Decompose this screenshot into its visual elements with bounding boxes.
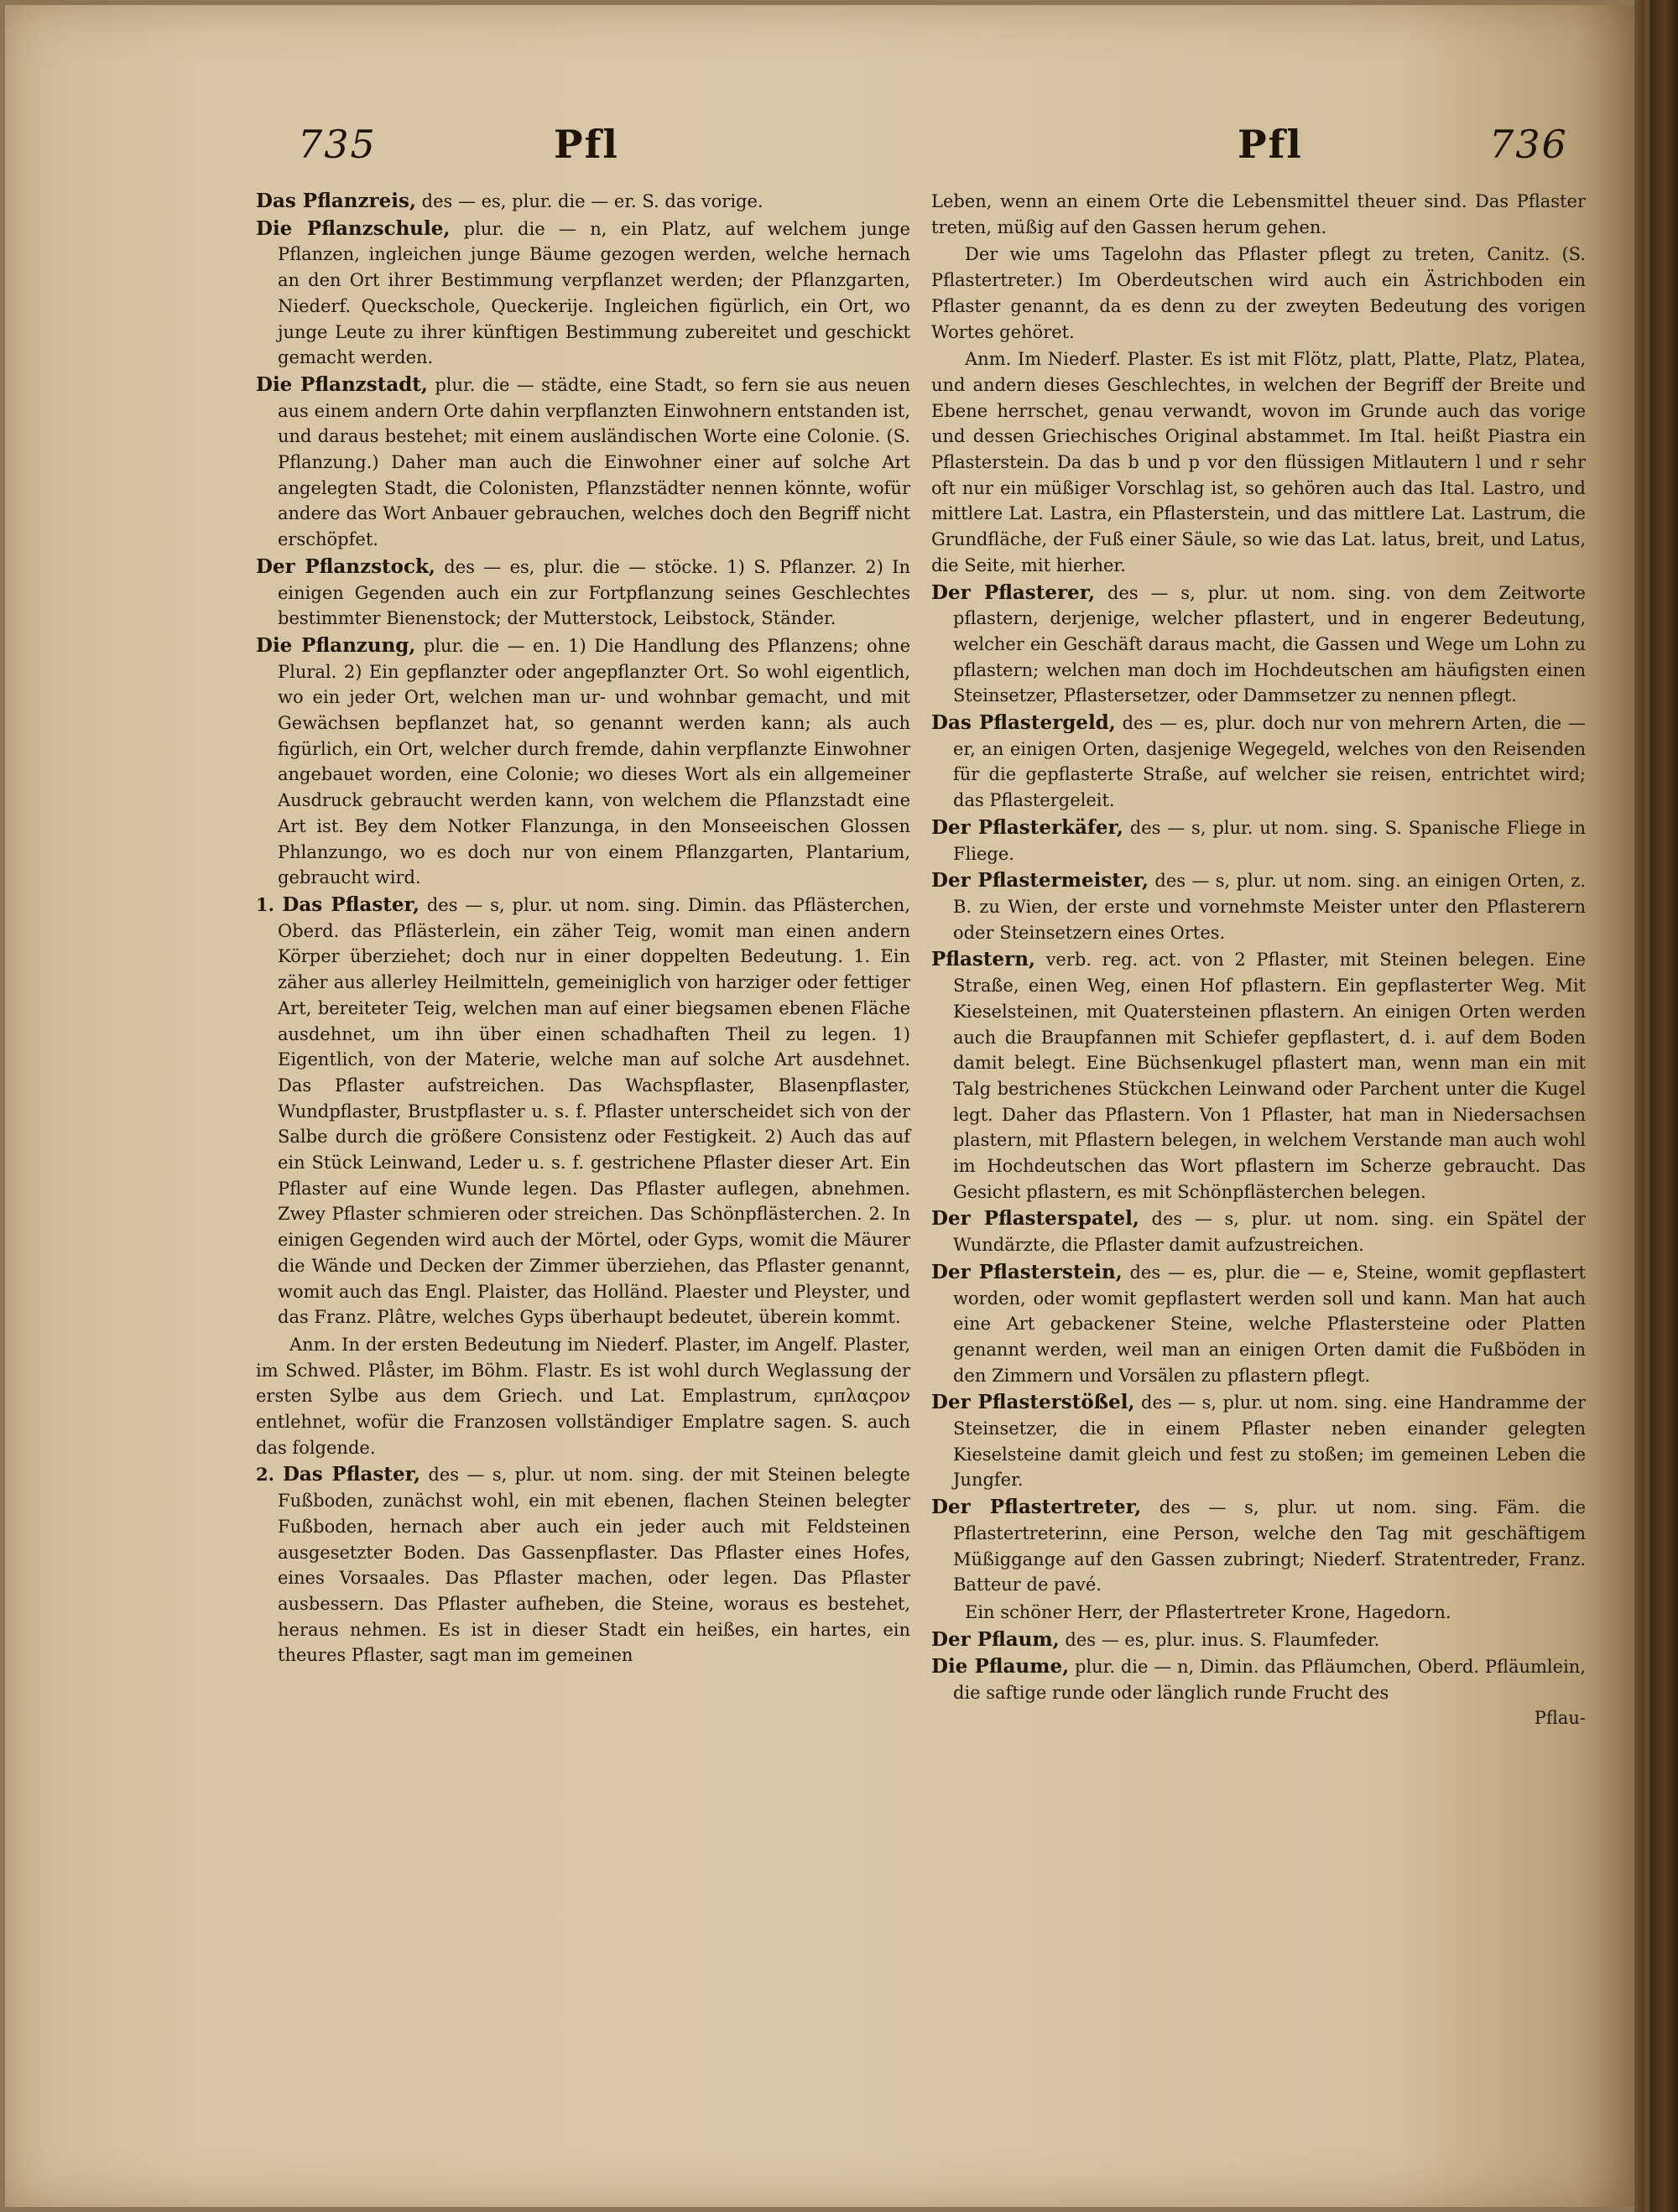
dictionary-entry — [931, 1260, 1586, 1389]
entry-headword: Der Pflaum, — [931, 1627, 1060, 1651]
entry-text: des — es, plur. die — er. S. das vorige. — [415, 191, 763, 211]
dictionary-entry — [256, 216, 910, 371]
dictionary-entry — [931, 1390, 1586, 1493]
entry-text: des — es, plur. die — e, Steine, womit gepflastert worden, oder womit gepflastert werden soll und kann. Man hat auch eine Art gebackener Steine, welche Pflastersteine oder Platten genannt werden, weil man an einigen Orten damit die Fußböden in den Zimmern und Vorsälen zu pflastern pflegt. — [953, 1262, 1586, 1386]
entry-headword: Die Pflanzung, — [256, 633, 416, 657]
entry-number: 2. — [256, 1464, 283, 1486]
right-column — [931, 189, 1586, 1728]
dictionary-entry — [931, 868, 1586, 945]
entry-text: des — s, plur. ut nom. sing. an einigen Orten, z. B. zu Wien, der erste und vornehmste Meister unter den Pflasterern oder Steinsetzern eines Ortes. — [953, 871, 1586, 943]
entry-text: plur. die — n, Dimin. das Pfläumchen, Oberd. Pfläumlein, die saftige runde oder länglich runde Frucht des — [953, 1657, 1586, 1704]
page-header — [0, 122, 1678, 172]
entry-headword: Das Pflanzreis, — [256, 190, 416, 212]
entry-headword: Das Pflastergeld, — [931, 711, 1116, 735]
entry-headword: Der Pflasterer, — [931, 580, 1096, 604]
dictionary-entry — [931, 242, 1586, 345]
dictionary-entry — [931, 1600, 1586, 1626]
dictionary-entry — [256, 372, 910, 553]
entry-headword: Die Pflanzschule, — [256, 216, 451, 240]
catchword: Pflau- — [1534, 1707, 1586, 1728]
dictionary-entry — [931, 1627, 1586, 1653]
entry-headword: Der Pflastertreter, — [931, 1496, 1142, 1519]
entry-headword: Der Pflanzstock, — [256, 554, 435, 578]
right-guide-word: Pfl — [1238, 122, 1303, 167]
entry-text: des — es, plur. die — stöcke. 1) S. Pflanzer. 2) In einigen Gegenden auch ein zur Fortpflanzung seines Geschlechtes bestimmter Bienenstock; der Mutterstock, Leibstock, Ständer. — [278, 556, 910, 629]
entry-text: Leben, wenn an einem Orte die Lebensmittel theuer sind. Das Pflaster treten, müßig auf den Gassen herum gehen. — [931, 191, 1586, 237]
entry-text: verb. reg. act. von 2 Pflaster, mit Steinen belegen. Eine Straße, einen Weg, einen Hof pflastern. Ein gepflasterter Weg. Mit Kieselsteinen, mit Quatersteinen pflastern. An einigen Orten werden auch die Braupfannen mit Schiefer gepflastert, d. i. auf dem Boden damit belegt. Eine Büchsenkugel pflastert man, wenn man ein mit Talg bestrichenes Stückchen Leinwand oder Parchent unter die Kugel legt. Daher das Pflastern. Von 1 Pflaster, hat man in Niedersachsen plastern, mit Pflastern belegen, in welchem Verstande man auch wohl im Hochdeutschen das Wort pflastern im Scherze gebraucht. Das Gesicht pflastern, es mit Schönpflästerchen belegen. — [953, 950, 1586, 1202]
dictionary-entry — [931, 1495, 1586, 1598]
entry-headword: Pflastern, — [931, 948, 1035, 971]
dictionary-entry — [931, 1654, 1586, 1705]
entry-headword: Die Pflanzstadt, — [256, 372, 428, 396]
dictionary-entry — [256, 1332, 910, 1461]
dictionary-entry — [256, 1462, 910, 1668]
entry-number: 1. — [256, 893, 283, 915]
entry-text: des — s, plur. ut nom. sing. Fäm. die Pflastertreterinn, eine Person, welche den Tag mit geschäftigem Müßiggange auf den Gassen zubringt; Niederf. Stratentreder, Franz. Batteur de pavé. — [953, 1497, 1587, 1595]
dictionary-entry — [931, 815, 1586, 867]
dictionary-entry — [931, 947, 1586, 1205]
book-binding — [1634, 0, 1678, 2212]
entry-text: plur. die — n, ein Platz, auf welchem junge Pflanzen, ingleichen junge Bäume gezogen werden, welche hernach an den Ort ihrer Bestimmung verpflanzet werden; der Pflanzgarten, Niederf. Queckschole, Queckerije. Ingleichen figürlich, ein Ort, wo junge Leute zu ihrer künftigen Bestimmung zubereitet und geschickt gemacht werden. — [278, 218, 910, 368]
entry-text: Der wie ums Tagelohn das Pflaster pflegt zu treten, Canitz. (S. Pflastertreter.) Im Oberdeutschen wird auch ein Ästrichboden ein Pflaster genannt, da es denn zu der zweyten Bedeutung des vorigen Wortes gehöret. — [931, 244, 1586, 342]
entry-text: des — s, plur. ut nom. sing. eine Handramme der Steinsetzer, die in einem Pflaster neben einander gelegten Kieselsteine damit gleich und fest zu stoßen; im gemeinen Leben die Jungfer. — [953, 1392, 1587, 1491]
entry-text: des — s, plur. ut nom. sing. von dem Zeitworte pflastern, derjenige, welcher pflastert, und in engerer Bedeutung, welcher ein Geschäft daraus macht, die Gassen und Wege um Lohn zu pflastern; welchen man doch im Hochdeutschen am häufigsten einen Steinsetzer, Pflastersetzer, oder Dammsetzer zu nennen pflegt. — [953, 582, 1586, 706]
entry-text: Ein schöner Herr, der Pflastertreter Krone, Hagedorn. — [965, 1601, 1451, 1622]
dictionary-entry — [256, 554, 910, 632]
dictionary-entry — [931, 710, 1586, 814]
entry-headword: Die Pflaume, — [931, 1655, 1070, 1679]
left-column — [256, 189, 910, 1670]
dictionary-entry — [931, 580, 1586, 710]
dictionary-entry — [256, 189, 910, 215]
entry-headword: Der Pflasterstein, — [931, 1260, 1123, 1283]
dictionary-entry — [931, 189, 1586, 240]
entry-headword: Der Pflasterspatel, — [931, 1207, 1139, 1231]
entry-headword: Das Pflaster, — [282, 893, 420, 916]
entry-text: des — s, plur. ut nom. sing. der mit Steinen belegte Fußboden, zunächst wohl, ein mit ebenen, flachen Steinen belegter Fußboden, hernach aber auch ein jeder auch mit Feldsteinen ausgesetzter Boden. Das Gassenpflaster. Das Pflaster eines Hofes, eines Vorsaales. Das Pflaster machen, oder legen. Das Pflaster ausbessern. Das Pflaster aufheben, die Steine, woraus es bestehet, heraus nehmen. Es ist in dieser Stadt ein heißes, ein hartes, ein theures Pflaster, sagt man im gemeinen — [278, 1465, 910, 1666]
entry-text: des — s, plur. ut nom. sing. Dimin. das Pflästerchen, Oberd. das Pflästerlein, ein zäher Teig, womit man einen andern Körper überziehet; doch nur in einer doppelten Bedeutung. 1. Ein zäher aus allerley Heilmitteln, gemeiniglich von harziger oder fettiger Art, bereiteter Teig, welchen man auf einer biegsamen ebenen Fläche ausdehnet, um ihn über einen schadhaften Theil zu legen. 1) Eigentlich, von der Materie, welche man auf solche Art ausdehnet. Das Pflaster aufstreichen. Das Wachspflaster, Blasenpflaster, Wundpflaster, Brustpflaster u. s. f. Pflaster unterscheidet sich von der Salbe durch die größere Consistenz oder Festigkeit. 2) Auch das auf ein Stück Leinwand, Leder u. s. f. gestrichene Pflaster dieser Art. Ein Pflaster auf eine Wunde legen. Das Pflaster auflegen, abnehmen. Zwey Pflaster schmieren oder streichen. Das Schönpflästerchen. 2. In einigen Gegenden wird auch der Mörtel, oder Gyps, womit die Mäurer die Wände und Decken der Zimmer überziehen, das Pflaster genannt, womit auch das Engl. Plaister, das Holländ. Plaester und Pleyster, und das Franz. Plâtre, welches Gyps überhaupt bedeutet, überein kommt. — [278, 894, 910, 1328]
entry-headword: Der Pflasterkäfer, — [931, 815, 1123, 839]
dictionary-entry — [931, 1206, 1586, 1257]
entry-text: Anm. Im Niederf. Plaster. Es ist mit Flötz, platt, Platte, Platz, Platea, und andern dieses Geschlechtes, in welchen der Begriff der Breite und Ebene herrschet, genau verwandt, wovon im Grunde auch das vorige und dessen Griechisches Original abstammet. Im Ital. heißt Piastra ein Pflasterstein. Da das b und p vor den flüssigen Mitlautern l und r sehr oft nur ein müßiger Vorschlag ist, so gehören auch das Ital. Lastro, und mittlere Lat. Lastra, ein Pflasterstein, und das mittlere Lat. Lastrum, die Grundfläche, der Fuß einer Säule, so wie das Lat. latus, breit, und Latus, die Seite, mit hierher. — [931, 349, 1586, 575]
left-guide-word: Pfl — [554, 122, 619, 167]
entry-headword: Das Pflaster, — [282, 1463, 421, 1486]
entry-text: plur. die — en. 1) Die Handlung des Pflanzens; ohne Plural. 2) Ein gepflanzter oder angepflanzter Ort. So wohl eigentlich, wo ein jeder Ort, welchen man ur- und wohnbar gemacht, und mit Gewächsen bepflanzet hat, so genannt werden kann; als auch figürlich, ein Ort, welcher durch fremde, dahin verpflanzte Einwohner angebauet worden, eine Colonie; wo dieses Wort als ein allgemeiner Ausdruck gebraucht werden kann, von welchem die Pflanzstadt eine Art ist. Bey dem Notker Flanzunga, in den Monseeischen Glossen Phlanzungo, wo es doch nur von einem Pflanzgarten, Plantarium, gebraucht wird. — [278, 635, 911, 888]
entry-headword: Der Pflasterstößel, — [931, 1391, 1135, 1414]
entry-text: des — s, plur. ut nom. sing. ein Spätel der Wundärzte, die Pflaster damit aufzustreichen. — [953, 1209, 1587, 1256]
entry-headword: Der Pflastermeister, — [931, 869, 1149, 893]
entry-text: Anm. In der ersten Bedeutung im Niederf. Plaster, im Angelf. Plaster, im Schwed. Plåster, im Böhm. Flastr. Es ist wohl durch Weglassung der ersten Sylbe aus dem Griech. und Lat. Emplastrum, εμπλαςρον entlehnet, wofür die Franzosen vollständiger Emplatre sagen. S. auch das folgende. — [256, 1334, 910, 1458]
right-page-number: 736 — [1489, 122, 1568, 167]
left-page-number: 735 — [298, 122, 377, 167]
entry-text: des — es, plur. doch nur von mehrern Arten, die — er, an einigen Orten, dasjenige Wegegeld, welches von den Reisenden für die gepflasterte Straße, auf welcher sie reisen, entrichtet wird; das Pflastergeleit. — [953, 713, 1586, 811]
dictionary-entry — [256, 633, 910, 891]
entry-text: des — s, plur. ut nom. sing. S. Spanische Fliege in Fliege. — [953, 817, 1586, 864]
dictionary-entry — [931, 346, 1586, 578]
dictionary-entry — [256, 893, 910, 1330]
entry-text: plur. die — städte, eine Stadt, so fern sie aus neuen aus einem andern Orte dahin verpflanzten Einwohnern entstanden ist, und daraus bestehet; mit einem ausländischen Worte eine Colonie. (S. Pflanzung.) Daher man auch die Einwohner einer auf solche Art angelegten Stadt, die Colonisten, Pflanzstädter nennen könnte, wofür andere das Wort Anbauer gebrauchen, welches doch den Begriff nicht erschöpfet. — [278, 374, 910, 550]
entry-text: des — es, plur. inus. S. Flaumfeder. — [1059, 1629, 1380, 1650]
